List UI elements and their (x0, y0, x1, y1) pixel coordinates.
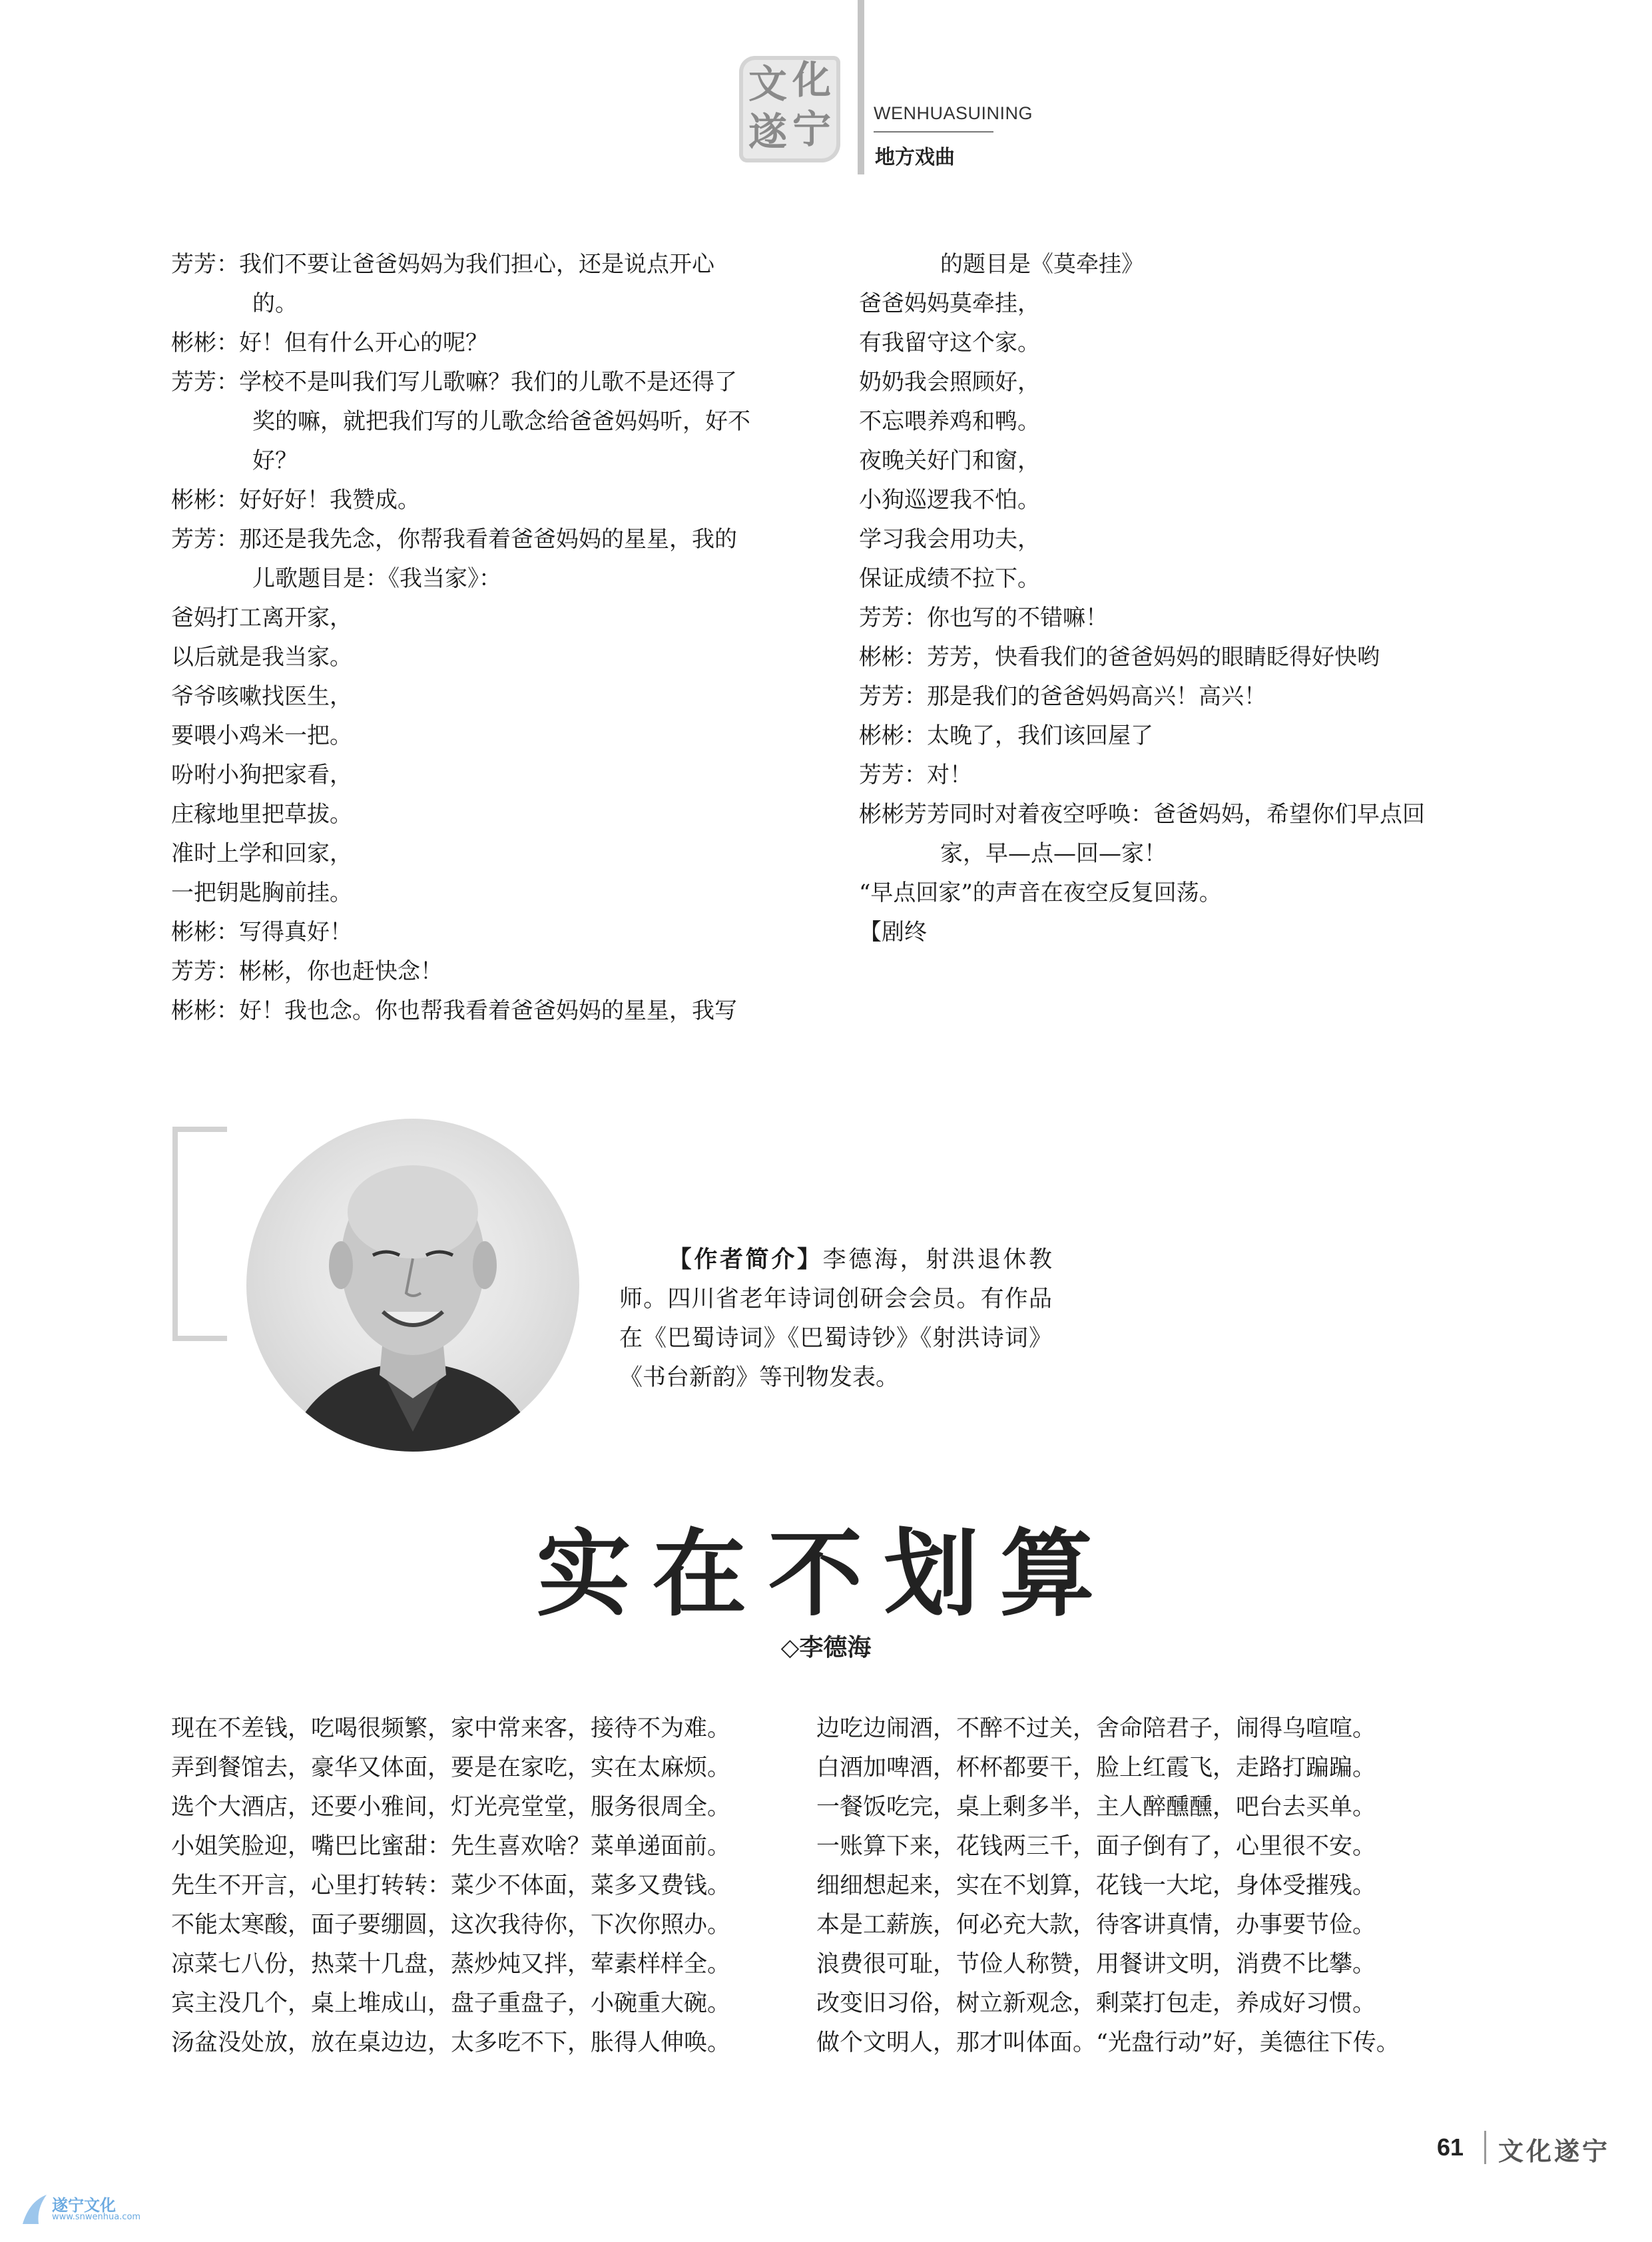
text-line: 凉菜七八份，热菜十几盘，蒸炒炖又拌，荤素样样全。 (171, 1951, 731, 1978)
watermark-wing-icon (20, 2191, 49, 2228)
script-left-column (171, 245, 750, 1031)
text-line: 夜晚关好门和窗， (859, 447, 1040, 474)
text-line: 彬彬：芳芳，快看我们的爸爸妈妈的眼睛眨得好快哟 (859, 644, 1380, 671)
logo-char: 化 (792, 57, 831, 103)
text-line: 一餐饭吃完，桌上剩多半，主人醉醺醺，吧台去买单。 (816, 1794, 1376, 1821)
text-line: 芳芳：学校不是叫我们写儿歌嘛？我们的儿歌不是还得了 (171, 369, 737, 396)
text-line: “早点回家”的声音在夜空反复回荡。 (859, 880, 1222, 906)
text-line: 吩咐小狗把家看， (171, 762, 352, 788)
author-bio-text: 李德海，射洪退休教师。四川省老年诗词创研会会员。有作品在《巴蜀诗词》《巴蜀诗钞》《射洪诗词》《书台新韵》等刊物发表。 (619, 1247, 1052, 1391)
logo-char: 宁 (792, 107, 831, 152)
text-line: 芳芳：你也写的不错嘛！ (859, 605, 1108, 631)
poem-title: 实在不划算 (536, 1519, 1116, 1629)
watermark-text: 遂宁文化 (52, 2196, 116, 2215)
text-line: 弄到餐馆去，豪华又体面，要是在家吃，实在太麻烦。 (171, 1755, 731, 1781)
text-line: 芳芳：对！ (859, 762, 972, 788)
text-line: 白酒加啤酒，杯杯都要干，脸上红霞飞，走路打蹁蹁。 (816, 1755, 1376, 1781)
watermark (20, 2191, 153, 2237)
text-line: 彬彬芳芳同时对着夜空呼唤：爸爸妈妈，希望你们早点回 (859, 801, 1425, 828)
text-line: 彬彬：太晚了，我们该回屋了 (859, 722, 1153, 749)
text-line: 爷爷咳嗽找医生， (171, 683, 352, 710)
text-line: 奶奶我会照顾好， (859, 369, 1040, 396)
text-line: 芳芳：那是我们的爸爸妈妈高兴！高兴！ (859, 683, 1266, 710)
watermark-url: www.snwenhua.com (52, 2212, 141, 2222)
script-right-column (859, 245, 1425, 952)
header-rule (874, 131, 993, 133)
text-line: 彬彬：好！我也念。你也帮我看着爸爸妈妈的星星，我写 (171, 997, 737, 1024)
text-line: 小狗巡逻我不怕。 (859, 487, 1040, 513)
author-bio-lead: 【作者简介】 (666, 1246, 823, 1273)
portrait-image (246, 1119, 579, 1452)
logo-char: 文 (748, 61, 787, 107)
text-line: 要喂小鸡米一把。 (171, 722, 352, 749)
text-line: 好？ (252, 447, 298, 474)
text-line: 【剧终 (859, 919, 927, 946)
text-line: 家，早—点—回—家！ (940, 840, 1167, 867)
text-line: 有我留守这个家。 (859, 330, 1040, 356)
poem-right-column (816, 1709, 1400, 2063)
text-line: 芳芳：那还是我先念，你帮我看着爸爸妈妈的星星，我的 (171, 526, 737, 553)
decorative-bracket (172, 1127, 227, 1341)
poem-left-column (171, 1709, 730, 2063)
text-line: 以后就是我当家。 (171, 644, 352, 671)
text-line: 芳芳：彬彬，你也赶快念！ (171, 958, 443, 985)
text-line: 不能太寒酸，面子要绷圆，这次我待你，下次你照办。 (171, 1912, 731, 1938)
text-line: 一账算下来，花钱两三千，面子倒有了，心里很不安。 (816, 1833, 1376, 1860)
page-number: 61 (1437, 2133, 1464, 2161)
magazine-logo (739, 56, 840, 162)
text-line: 细细想起来，实在不划算，花钱一大坨，身体受摧残。 (816, 1872, 1376, 1899)
text-line: 一把钥匙胸前挂。 (171, 880, 352, 906)
text-line: 爸妈打工离开家， (171, 605, 352, 631)
text-line: 边吃边闹酒，不醉不过关，舍命陪君子，闹得乌喧喧。 (816, 1715, 1376, 1742)
text-line: 准时上学和回家， (171, 840, 352, 867)
text-line: 的。 (252, 290, 298, 317)
text-line: 宾主没几个，桌上堆成山，盘子重盘子，小碗重大碗。 (171, 1990, 731, 2017)
header-divider (858, 0, 864, 174)
section-title-cn: 地方戏曲 (875, 146, 955, 169)
text-line: 儿歌题目是：《我当家》： (252, 565, 501, 592)
text-line: 庄稼地里把草拔。 (171, 801, 352, 828)
text-line: 保证成绩不拉下。 (859, 565, 1040, 592)
text-line: 的题目是《莫牵挂》 (940, 251, 1144, 278)
logo-char: 遂 (748, 109, 787, 154)
author-bio (619, 1240, 1052, 1398)
footer-magazine-name: 文化遂宁 (1498, 2136, 1611, 2166)
author-portrait (246, 1119, 579, 1452)
text-line: 选个大酒店，还要小雅间，灯光亮堂堂，服务很周全。 (171, 1794, 731, 1821)
section-title-en: WENHUASUINING (874, 103, 1033, 123)
poem-byline: ◇李德海 (780, 1633, 872, 1661)
text-line: 改变旧习俗，树立新观念，剩菜打包走，养成好习惯。 (816, 1990, 1376, 2017)
text-line: 爸爸妈妈莫牵挂， (859, 290, 1040, 317)
text-line: 做个文明人，那才叫体面。“光盘行动”好，美德往下传。 (816, 2030, 1400, 2056)
text-line: 奖的嘛，就把我们写的儿歌念给爸爸妈妈听，好不 (252, 408, 750, 435)
text-line: 现在不差钱，吃喝很频繁，家中常来客，接待不为难。 (171, 1715, 731, 1742)
footer-divider (1484, 2131, 1486, 2164)
text-line: 本是工薪族，何必充大款，待客讲真情，办事要节俭。 (816, 1912, 1376, 1938)
text-line: 彬彬：好好好！我赞成。 (171, 487, 420, 513)
text-line: 不忘喂养鸡和鸭。 (859, 408, 1040, 435)
text-line: 浪费很可耻，节俭人称赞，用餐讲文明，消费不比攀。 (816, 1951, 1376, 1978)
text-line: 小姐笑脸迎，嘴巴比蜜甜：先生喜欢啥？菜单递面前。 (171, 1833, 731, 1860)
text-line: 汤盆没处放，放在桌边边，太多吃不下，胀得人伸唤。 (171, 2030, 731, 2056)
text-line: 彬彬：好！但有什么开心的呢？ (171, 330, 488, 356)
text-line: 彬彬：写得真好！ (171, 919, 352, 946)
text-line: 学习我会用功夫， (859, 526, 1040, 553)
text-line: 先生不开言，心里打转转：菜少不体面，菜多又费钱。 (171, 1872, 731, 1899)
text-line: 芳芳：我们不要让爸爸妈妈为我们担心，还是说点开心 (171, 251, 714, 278)
